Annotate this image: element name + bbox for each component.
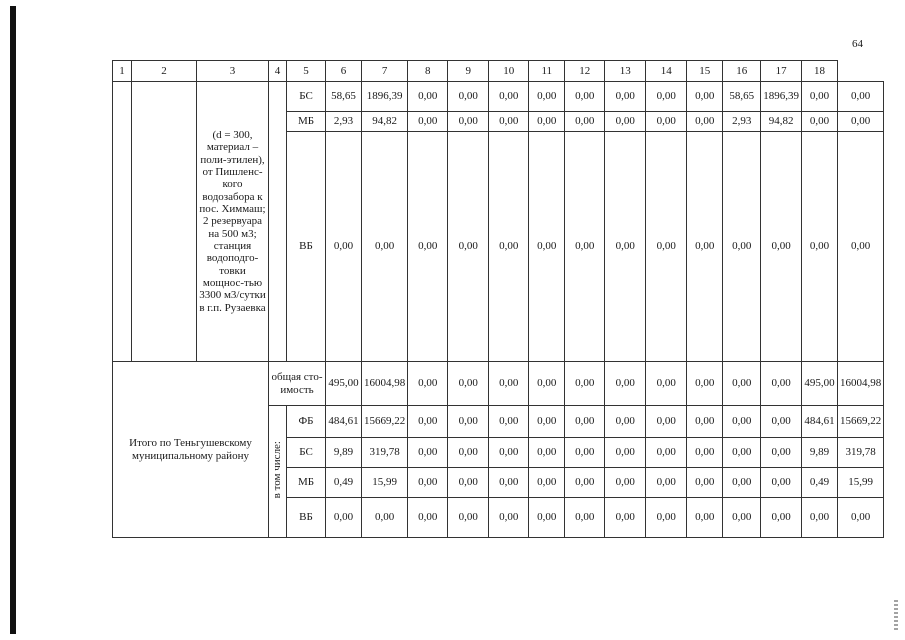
value-cell: 0,00 [802, 112, 838, 132]
value-cell: 0,00 [489, 362, 529, 406]
value-cell: 0,00 [408, 498, 448, 538]
value-cell: 0,00 [448, 406, 489, 438]
value-cell: 9,89 [802, 438, 838, 468]
column-number: 15 [687, 61, 723, 82]
column-number: 9 [448, 61, 489, 82]
value-cell: 0,00 [761, 438, 802, 468]
value-cell: 0,00 [687, 132, 723, 362]
value-cell: 0,00 [646, 468, 687, 498]
value-cell: 0,00 [605, 438, 646, 468]
value-cell: 0,00 [529, 406, 565, 438]
value-cell: 0,00 [408, 132, 448, 362]
cell-col1 [113, 82, 132, 362]
value-cell: 0,00 [838, 132, 884, 362]
project-description: (d = 300, материал – поли-этилен), от Пишленс-кого водозабора к пос. Химмаш; 2 резервуара на 500 м3; станция водоподго-товки мощнос-тью 3300 м3/сутки в г.п. Рузаевка [197, 82, 269, 362]
value-cell: 0,00 [761, 468, 802, 498]
funding-source: ВБ [287, 132, 326, 362]
value-cell: 0,00 [408, 468, 448, 498]
value-cell: 0,00 [646, 112, 687, 132]
column-number: 6 [326, 61, 362, 82]
value-cell: 94,82 [362, 112, 408, 132]
value-cell: 0,00 [605, 468, 646, 498]
value-cell: 0,00 [529, 498, 565, 538]
value-cell: 0,00 [723, 498, 761, 538]
including-label [269, 406, 287, 538]
value-cell: 0,00 [489, 132, 529, 362]
value-cell: 0,00 [605, 362, 646, 406]
value-cell: 0,00 [687, 468, 723, 498]
value-cell: 0,00 [448, 438, 489, 468]
value-cell: 0,00 [838, 112, 884, 132]
value-cell: 0,00 [489, 82, 529, 112]
page-number: 64 [852, 38, 863, 50]
value-cell: 484,61 [326, 406, 362, 438]
value-cell: 0,00 [408, 406, 448, 438]
value-cell: 0,00 [687, 498, 723, 538]
value-cell: 0,00 [529, 362, 565, 406]
value-cell: 0,00 [646, 132, 687, 362]
value-cell: 0,00 [448, 468, 489, 498]
table-row [113, 362, 884, 406]
value-cell: 0,00 [802, 498, 838, 538]
value-cell: 15,99 [362, 468, 408, 498]
funding-source: ФБ [287, 406, 326, 438]
value-cell: 0,00 [761, 498, 802, 538]
value-cell: 0,00 [529, 112, 565, 132]
value-cell: 15,99 [838, 468, 884, 498]
column-number: 18 [802, 61, 838, 82]
value-cell: 0,00 [605, 112, 646, 132]
value-cell: 0,00 [408, 82, 448, 112]
value-cell: 319,78 [362, 438, 408, 468]
value-cell: 2,93 [723, 112, 761, 132]
funding-source: МБ [287, 112, 326, 132]
value-cell: 15669,22 [838, 406, 884, 438]
value-cell: 0,00 [761, 362, 802, 406]
value-cell: 0,00 [802, 82, 838, 112]
value-cell: 0,00 [489, 112, 529, 132]
cell-col2 [132, 82, 197, 362]
column-number: 10 [489, 61, 529, 82]
value-cell: 0,00 [529, 132, 565, 362]
column-number: 14 [646, 61, 687, 82]
value-cell: 0,00 [687, 406, 723, 438]
value-cell: 484,61 [802, 406, 838, 438]
value-cell: 0,00 [529, 438, 565, 468]
value-cell: 0,00 [565, 468, 605, 498]
value-cell: 9,89 [326, 438, 362, 468]
value-cell: 0,00 [723, 406, 761, 438]
value-cell: 58,65 [723, 82, 761, 112]
value-cell: 0,00 [723, 468, 761, 498]
value-cell: 0,00 [408, 362, 448, 406]
budget-table [112, 60, 884, 538]
value-cell: 0,00 [489, 406, 529, 438]
value-cell: 0,00 [605, 406, 646, 438]
funding-source: БС [287, 82, 326, 112]
column-number: 11 [529, 61, 565, 82]
column-number: 7 [362, 61, 408, 82]
table-row [113, 82, 884, 112]
value-cell: 0,00 [326, 498, 362, 538]
value-cell: 0,00 [605, 498, 646, 538]
value-cell: 1896,39 [362, 82, 408, 112]
value-cell: 58,65 [326, 82, 362, 112]
value-cell: 0,00 [646, 498, 687, 538]
value-cell: 0,00 [687, 112, 723, 132]
funding-source: ВБ [287, 498, 326, 538]
value-cell: 0,00 [448, 112, 489, 132]
column-number: 4 [269, 61, 287, 82]
total-label: Итого по Теньгушевскому муниципальному району [113, 362, 269, 538]
value-cell: 0,00 [723, 362, 761, 406]
value-cell: 0,49 [326, 468, 362, 498]
value-cell: 0,00 [605, 82, 646, 112]
value-cell: 0,00 [565, 82, 605, 112]
value-cell: 94,82 [761, 112, 802, 132]
value-cell: 0,00 [687, 362, 723, 406]
value-cell: 0,49 [802, 468, 838, 498]
value-cell: 0,00 [838, 498, 884, 538]
value-cell: 0,00 [489, 438, 529, 468]
value-cell: 0,00 [529, 468, 565, 498]
value-cell: 495,00 [802, 362, 838, 406]
column-number-row [113, 61, 884, 82]
column-number: 13 [605, 61, 646, 82]
value-cell: 15669,22 [362, 406, 408, 438]
value-cell: 0,00 [362, 498, 408, 538]
value-cell: 0,00 [646, 438, 687, 468]
value-cell: 0,00 [761, 406, 802, 438]
column-number: 17 [761, 61, 802, 82]
value-cell: 0,00 [687, 82, 723, 112]
value-cell: 0,00 [761, 132, 802, 362]
value-cell: 0,00 [605, 132, 646, 362]
value-cell: 0,00 [565, 498, 605, 538]
value-cell: 0,00 [408, 438, 448, 468]
column-number: 1 [113, 61, 132, 82]
value-cell: 0,00 [723, 132, 761, 362]
column-number: 3 [197, 61, 269, 82]
column-number: 5 [287, 61, 326, 82]
value-cell: 16004,98 [362, 362, 408, 406]
value-cell: 0,00 [489, 498, 529, 538]
including-text: в том числе: [271, 441, 284, 499]
column-number: 2 [132, 61, 197, 82]
value-cell: 1896,39 [761, 82, 802, 112]
value-cell: 0,00 [448, 498, 489, 538]
value-cell: 0,00 [646, 406, 687, 438]
value-cell: 0,00 [565, 112, 605, 132]
funding-source: БС [287, 438, 326, 468]
value-cell: 0,00 [529, 82, 565, 112]
value-cell: 0,00 [802, 132, 838, 362]
value-cell: 0,00 [723, 438, 761, 468]
general-cost-label: общая сто-имость [269, 362, 326, 406]
funding-source: МБ [287, 468, 326, 498]
value-cell: 2,93 [326, 112, 362, 132]
margin-mark [894, 600, 898, 630]
value-cell: 0,00 [326, 132, 362, 362]
value-cell: 0,00 [565, 438, 605, 468]
value-cell: 0,00 [646, 82, 687, 112]
value-cell: 0,00 [362, 132, 408, 362]
value-cell: 0,00 [448, 82, 489, 112]
column-number: 8 [408, 61, 448, 82]
value-cell: 0,00 [687, 438, 723, 468]
column-number: 16 [723, 61, 761, 82]
value-cell: 0,00 [646, 362, 687, 406]
value-cell: 0,00 [565, 362, 605, 406]
value-cell: 495,00 [326, 362, 362, 406]
cell-col4 [269, 82, 287, 362]
value-cell: 0,00 [408, 112, 448, 132]
value-cell: 0,00 [448, 132, 489, 362]
value-cell: 0,00 [838, 82, 884, 112]
value-cell: 319,78 [838, 438, 884, 468]
value-cell: 16004,98 [838, 362, 884, 406]
binding-edge [10, 6, 16, 634]
column-number: 12 [565, 61, 605, 82]
value-cell: 0,00 [448, 362, 489, 406]
value-cell: 0,00 [489, 468, 529, 498]
value-cell: 0,00 [565, 406, 605, 438]
value-cell: 0,00 [565, 132, 605, 362]
